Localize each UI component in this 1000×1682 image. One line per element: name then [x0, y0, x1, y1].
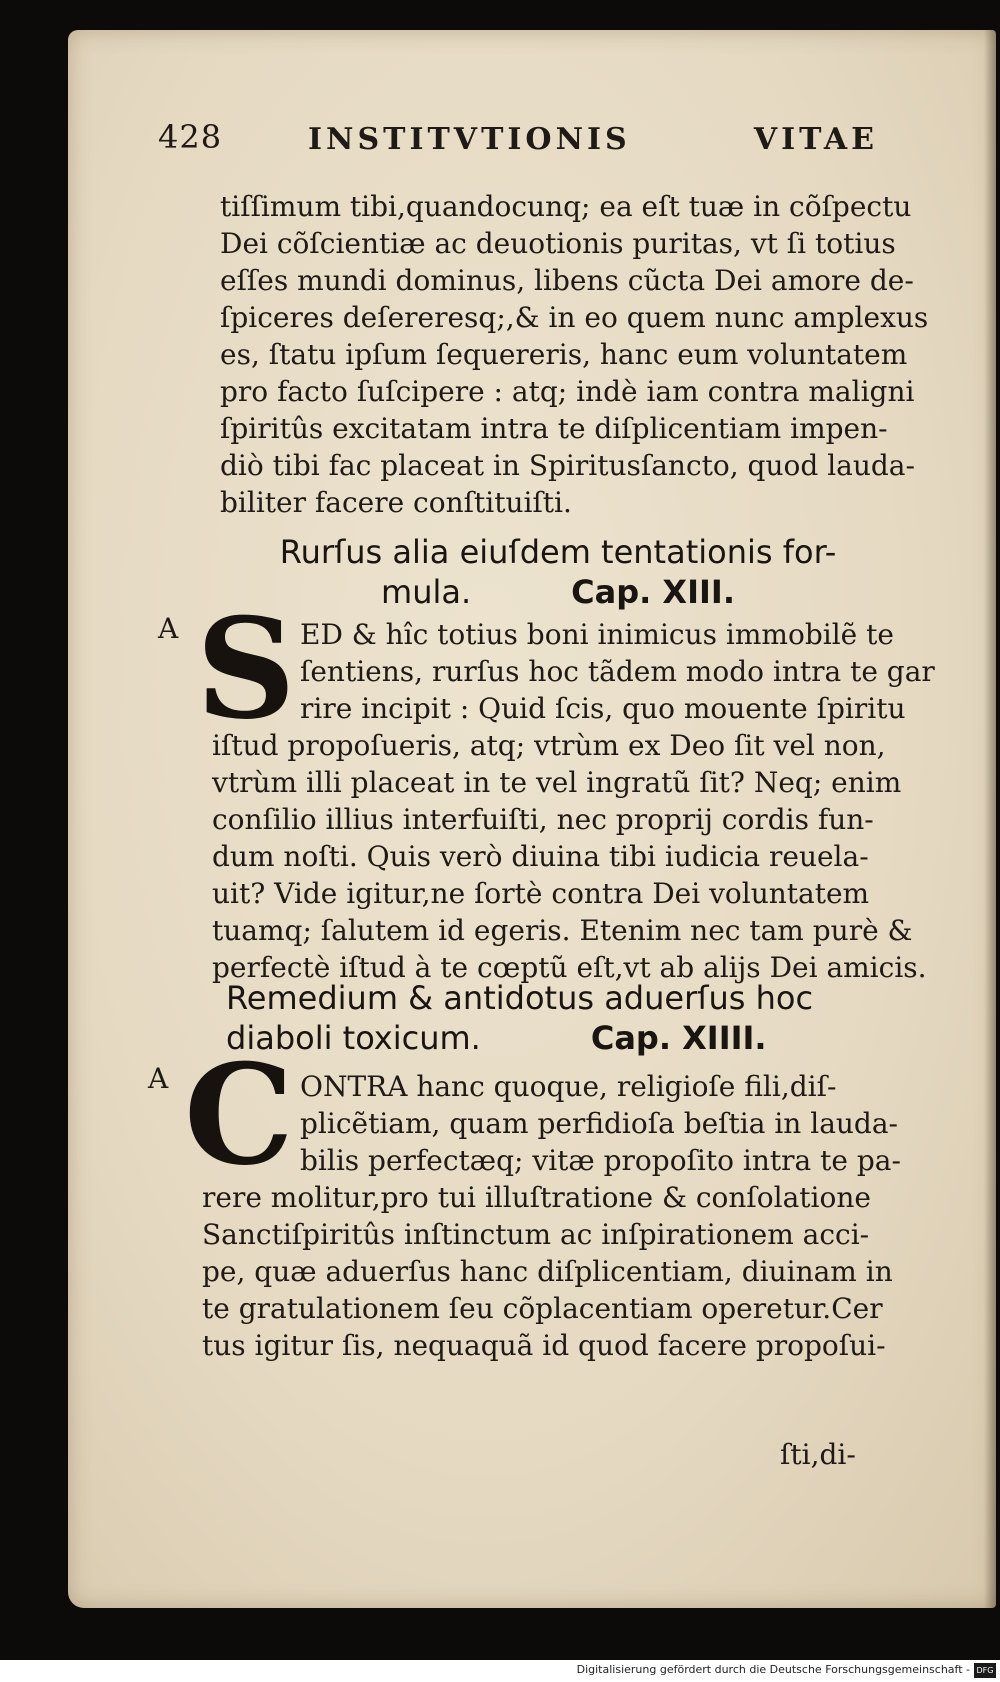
chapter-13-heading: [238, 532, 878, 612]
text-line: ED & hîc totius boni inimicus immobilẽ te: [300, 618, 894, 651]
text-line: eſſes mundi dominus, libens cũcta Dei amore de-: [220, 264, 914, 297]
dfg-logo-icon: DFG: [974, 1663, 996, 1678]
text-line: plicẽtiam, quam perfidioſa beſtia in lauda-: [300, 1107, 898, 1140]
text-line: rire incipit : Quid ſcis, quo mouente ſpiritu: [300, 692, 906, 725]
catchword: ſti,di-: [780, 1438, 856, 1471]
text-line: ſpiritûs excitatam intra te diſplicentiam impen-: [220, 412, 888, 445]
chapter-14-opening: [300, 1068, 901, 1179]
text-line: tus igitur ſis, nequaquã id quod facere propoſui-: [202, 1329, 886, 1362]
chapter-heading-text: diaboli toxicum.: [226, 1019, 481, 1057]
drop-cap: S: [196, 587, 296, 750]
text-line: conſilio illius interfuiſti, nec proprij cordis fun-: [212, 803, 874, 836]
text-line: pro facto ſuſcipere : atq; indè iam contra maligni: [220, 375, 915, 408]
chapter-heading-line: [226, 1018, 866, 1058]
chapter-14-heading: [226, 978, 866, 1058]
text-line: ſpiceres deſereresq;,& in eo quem nunc amplexus: [220, 301, 929, 334]
chapter-number: Cap. XIII.: [571, 573, 735, 611]
footer-credit: Digitalisierung gefördert durch die Deutsche Forschungsgemeinschaft -: [576, 1663, 970, 1676]
chapter-14-body: [202, 1179, 893, 1364]
text-line: iſtud propoſueris, atq; vtrùm ex Deo ſit vel non,: [212, 729, 886, 762]
text-line: es, ſtatu ipſum ſequereris, hanc eum voluntatem: [220, 338, 908, 371]
text-line: dum noſti. Quis verò diuina tibi iudicia reuela-: [212, 840, 869, 873]
chapter-13-body: [212, 727, 927, 986]
text-line: ſentiens, rurſus hoc tãdem modo intra te gar: [300, 655, 935, 688]
text-line: pe, quæ aduerſus hanc diſplicentiam, diuinam in: [202, 1255, 893, 1288]
chapter-heading-line: Remedium & antidotus aduerſus hoc: [226, 979, 814, 1017]
chapter-heading-text: mula.: [381, 573, 472, 611]
text-line: tiſſimum tibi,quandocunq; ea eſt tuæ in cõſpectu: [220, 190, 912, 223]
text-line: uit? Vide igitur,ne ſortè contra Dei voluntatem: [212, 877, 870, 910]
chapter-heading-line: Rurſus alia eiuſdem tentationis for-: [279, 533, 837, 571]
text-line: tuamq; ſalutem id egeris. Etenim nec tam purè &: [212, 914, 913, 947]
marginal-letter: A: [148, 1062, 169, 1095]
marginal-letter: A: [158, 612, 179, 645]
text-line: rere molitur,pro tui illuſtratione & conſolatione: [202, 1181, 871, 1214]
text-line: Dei cõſcientiæ ac deuotionis puritas, vt ſi totius: [220, 227, 896, 260]
text-line: perfectè iſtud à te cœptũ eſt,vt ab alijs Dei amicis.: [212, 951, 927, 984]
digitization-footer: [0, 1660, 1000, 1682]
running-head: [158, 118, 878, 168]
running-head-title-right: VITAE: [753, 122, 878, 157]
text-line: Sanctiſpiritûs inſtinctum ac inſpirationem acci-: [202, 1218, 870, 1251]
text-line: ONTRA hanc quoque, religioſe fili,diſ-: [300, 1070, 837, 1103]
text-line: biliter facere conſtituiſti.: [220, 486, 572, 519]
text-line: vtrùm illi placeat in te vel ingratũ ſit? Neq; enim: [212, 766, 902, 799]
text-line: diò tibi fac placeat in Spiritusſancto, quod lauda-: [220, 449, 915, 482]
chapter-heading-line: [238, 572, 878, 612]
drop-cap: C: [184, 1033, 294, 1196]
paragraph-continuation: [220, 188, 929, 521]
chapter-number: Cap. XIIII.: [590, 1019, 767, 1057]
page-number: 428: [158, 118, 223, 156]
text-line: te gratulationem ſeu cõplacentiam operetur.Cer: [202, 1292, 883, 1325]
text-line: bilis perfectæq; vitæ propoſito intra te pa-: [300, 1144, 901, 1177]
running-head-title: INSTITVTIONIS: [308, 122, 631, 157]
chapter-13-opening: [300, 616, 935, 727]
